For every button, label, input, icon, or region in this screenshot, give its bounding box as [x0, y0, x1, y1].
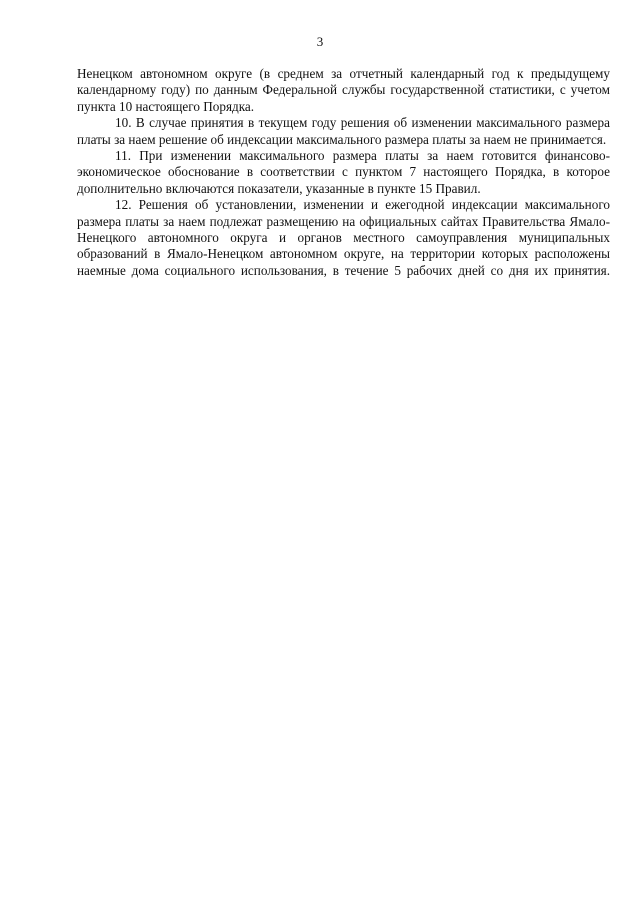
paragraph-10: 10. В случае принятия в текущем году решения об изменении максимального размера платы за наем решение об индексации максимального размера платы за наем не принимается. — [77, 115, 610, 147]
paragraph-11: 11. При изменении максимального размера платы за наем готовится финансово-экономическое обоснование в соответствии с пунктом 7 настоящего Порядка, в которое дополнительно включаются показатели, указанные в пункте 15 Правил. — [77, 148, 610, 196]
paragraph-12: 12. Решения об установлении, изменении и ежегодной индексации максимального размера платы за наем подлежат размещению на официальных сайтах Правительства Ямало-Ненецкого автономного округа и органов местного самоуправления муниципальных образований в Ямало-Ненецком автономном округе, на территории которых расположены наемные дома социального использования, в течение 5 рабочих дней со дня их принятия. — [77, 197, 610, 278]
document-body — [77, 66, 610, 279]
paragraph-continuation: Ненецком автономном округе (в среднем за отчетный календарный год к предыдущему календарному году) по данным Федеральной службы государственной статистики, с учетом пункта 10 настоящего Порядка. — [77, 66, 610, 114]
page-number: 3 — [316, 34, 324, 49]
